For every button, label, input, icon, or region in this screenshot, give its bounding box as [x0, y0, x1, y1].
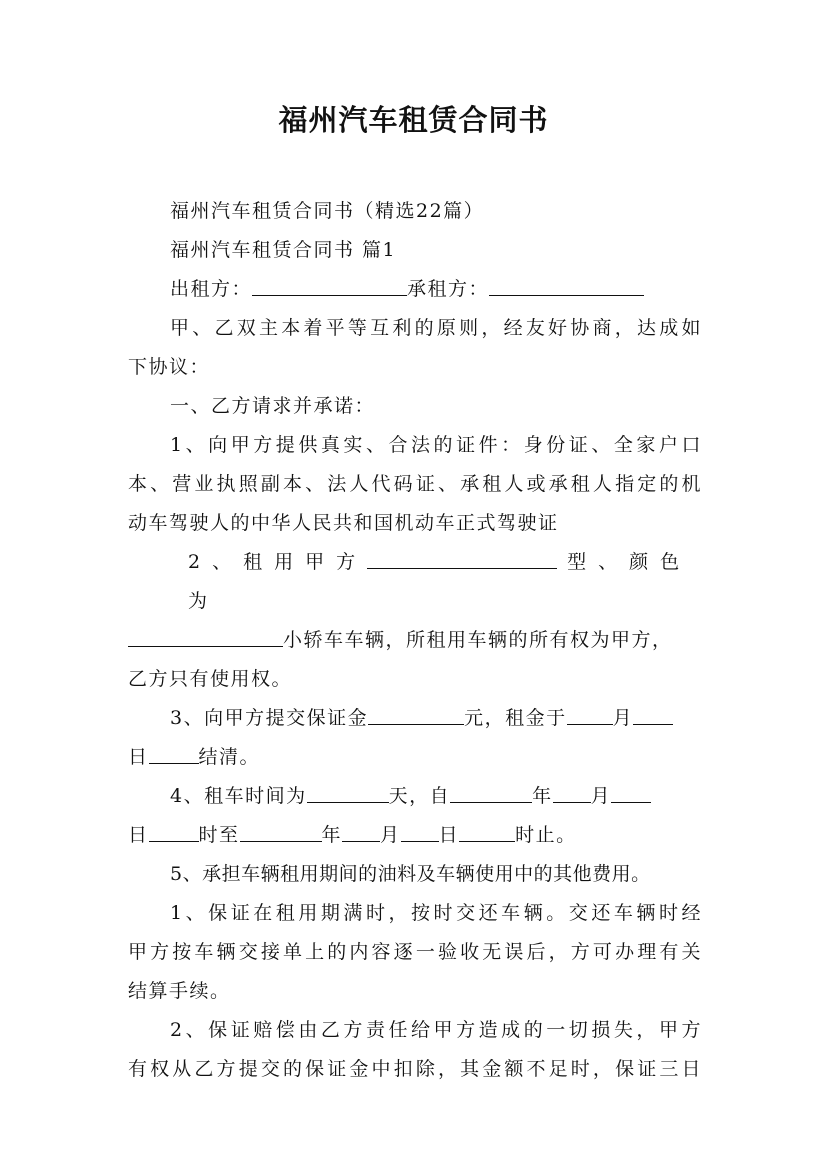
preamble-line-1: 甲、乙双主本着平等互利的原则，经友好协商，达成如: [170, 317, 702, 339]
subtitle: 福州汽车租赁合同书（精选22篇）: [170, 200, 485, 222]
guarantee2-line-2: 有权从乙方提交的保证金中扣除，其金额不足时，保证三日: [128, 1058, 702, 1080]
item1-line-1: 1、向甲方提供真实、合法的证件：身份证、全家户口: [170, 434, 702, 456]
item4-line-2: 日 时至 年 月 日 时止。: [128, 816, 702, 855]
item1-line-2: 本、营业执照副本、法人代码证、承租人或承租人指定的机: [128, 473, 702, 495]
item2-line-3: 乙方只有使用权。: [128, 668, 293, 690]
item4-line-1: 4、租车时间为 天，自 年 月: [128, 777, 702, 816]
preamble-line-2: 下协议：: [128, 356, 211, 378]
guarantee1-line-3: 结算手续。: [128, 980, 231, 1002]
item2-line-2: 小轿车车辆，所租用车辆的所有权为甲方，: [128, 621, 702, 660]
section-heading: 福州汽车租赁合同书 篇1: [170, 239, 397, 261]
item3-line-2: 日 结清。: [128, 738, 702, 777]
item2-line-1: 2、租用甲方 型、颜色为: [128, 543, 702, 621]
document-title: 福州汽车租赁合同书: [278, 103, 549, 137]
item5: 5、承担车辆租用期间的油料及车辆使用中的其他费用。: [170, 863, 651, 885]
guarantee1-line-2: 甲方按车辆交接单上的内容逐一验收无误后，方可办理有关: [128, 941, 702, 963]
clause-heading-1: 一、乙方请求并承诺：: [170, 395, 376, 417]
item1-line-3: 动车驾驶人的中华人民共和国机动车正式驾驶证: [128, 512, 559, 534]
guarantee1-line-1: 1、保证在租用期满时，按时交还车辆。交还车辆时经: [170, 902, 702, 924]
guarantee2-line-1: 2、保证赔偿由乙方责任给甲方造成的一切损失，甲方: [170, 1019, 702, 1041]
parties-line: 出租方： 承租方：: [128, 270, 702, 309]
document-body: [128, 192, 702, 1089]
item3-line-1: 3、向甲方提交保证金 元，租金于 月: [128, 699, 702, 738]
